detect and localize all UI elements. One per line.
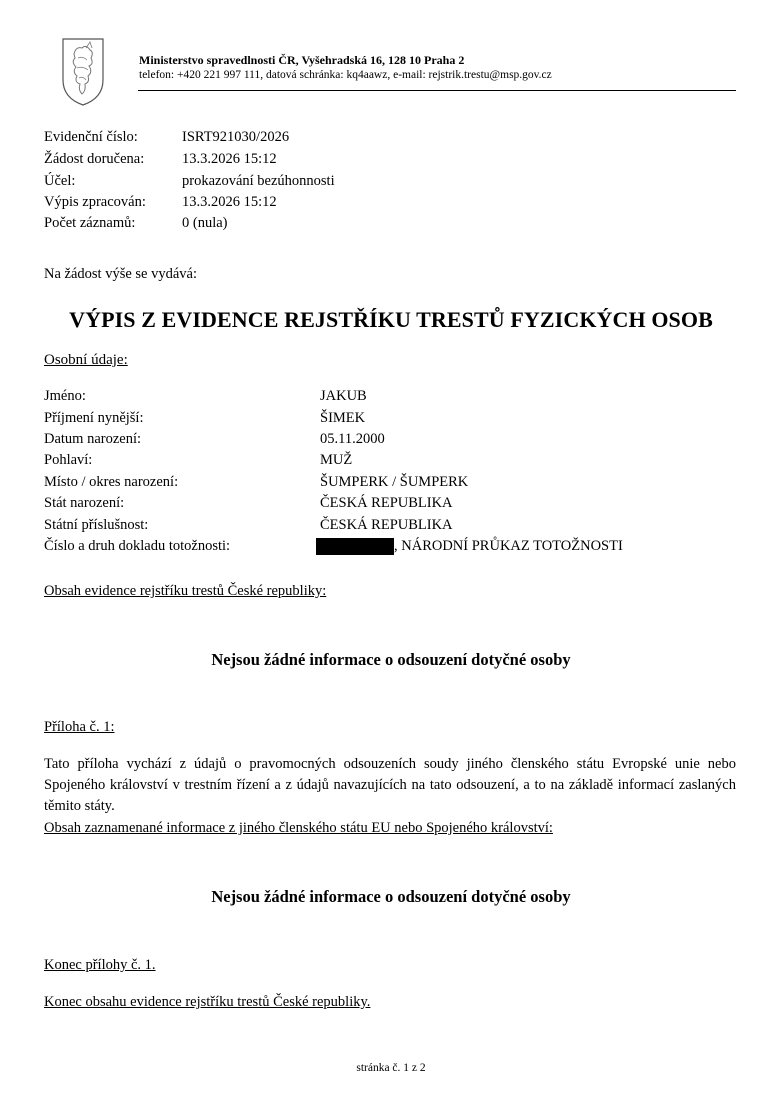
annex-paragraph: Tato příloha vychází z údajů o pravomocných odsouzeních soudy jiného členského státu Evropské unie nebo Spojeného království v trestním řízení a z údajů navazujících na tato odsouzení, a to na základě informací zaslaných těmito státy.: [44, 756, 736, 814]
meta-label-processed: Výpis zpracován:: [44, 194, 146, 210]
personal-value-citizenship: ČESKÁ REPUBLIKA: [320, 517, 453, 533]
personal-value-sex: MUŽ: [320, 452, 353, 468]
meta-value-records: 0 (nula): [182, 215, 228, 231]
personal-heading: Osobní údaje:: [44, 352, 128, 368]
personal-label-surname: Příjmení nynější:: [44, 410, 144, 426]
personal-value-name: JAKUB: [320, 388, 367, 404]
header-divider: [138, 90, 736, 91]
personal-label-birthdate: Datum narození:: [44, 431, 142, 447]
meta-value-reference: ISRT921030/2026: [182, 129, 290, 145]
meta-value-received: 13.3.2026 15:12: [182, 151, 277, 167]
personal-value-birth-country: ČESKÁ REPUBLIKA: [320, 495, 453, 511]
annex-end: Konec přílohy č. 1.: [44, 957, 156, 973]
ministry-contact: telefon: +420 221 997 111, datová schránka: kq4aawz, e-mail: rejstrik.trestu@msp.gov.cz: [139, 69, 552, 81]
meta-label-reference: Evidenční číslo:: [44, 129, 138, 145]
personal-label-birth-country: Stát narození:: [44, 495, 125, 511]
eu-records-heading: Obsah zaznamenané informace z jiného členského státu EU nebo Spojeného království:: [44, 820, 553, 836]
ministry-address: Ministerstvo spravedlnosti ČR, Vyšehradská 16, 128 10 Praha 2: [139, 53, 465, 67]
personal-label-name: Jméno:: [44, 388, 86, 404]
annex-heading: Příloha č. 1:: [44, 719, 115, 735]
no-info-statement-cz: Nejsou žádné informace o odsouzení dotyčné osoby: [211, 650, 571, 669]
meta-value-purpose: prokazování bezúhonnosti: [182, 173, 335, 189]
personal-value-birthplace: ŠUMPERK / ŠUMPERK: [320, 474, 469, 490]
content-end: Konec obsahu evidence rejstříku trestů České republiky.: [44, 994, 371, 1010]
personal-label-birthplace: Místo / okres narození:: [44, 474, 179, 490]
cz-records-heading: Obsah evidence rejstříku trestů České republiky:: [44, 583, 327, 599]
czech-coat-of-arms-icon: [60, 36, 106, 108]
personal-value-birthdate: 05.11.2000: [320, 431, 385, 447]
redacted-id-number: [316, 538, 394, 555]
page-number: stránka č. 1 z 2: [356, 1062, 426, 1074]
personal-label-id-document: Číslo a druh dokladu totožnosti:: [44, 538, 231, 554]
intro-text: Na žádost výše se vydává:: [44, 266, 198, 282]
document-title: VÝPIS Z EVIDENCE REJSTŘÍKU TRESTŮ FYZICKÝCH OSOB: [69, 307, 713, 332]
personal-label-citizenship: Státní příslušnost:: [44, 517, 149, 533]
meta-label-records: Počet záznamů:: [44, 215, 136, 231]
meta-label-received: Žádost doručena:: [44, 151, 145, 167]
no-info-statement-eu: Nejsou žádné informace o odsouzení dotyčné osoby: [211, 887, 571, 906]
personal-value-id-document: , NÁRODNÍ PRŮKAZ TOTOŽNOSTI: [394, 538, 623, 554]
meta-label-purpose: Účel:: [44, 173, 76, 189]
personal-label-sex: Pohlaví:: [44, 452, 93, 468]
meta-value-processed: 13.3.2026 15:12: [182, 194, 277, 210]
personal-value-surname: ŠIMEK: [320, 410, 366, 426]
